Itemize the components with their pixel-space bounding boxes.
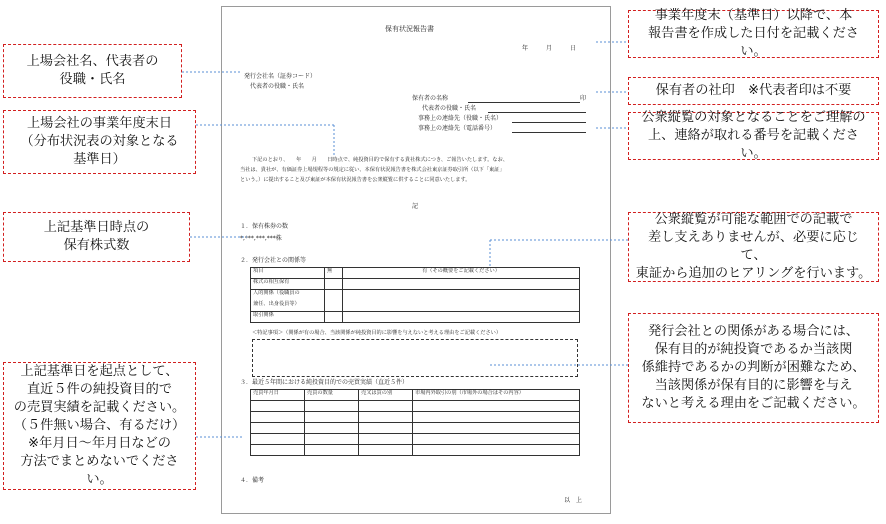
- table-header-cell: 売買の数量: [305, 390, 359, 401]
- relationship-table: [250, 267, 580, 323]
- holder-name-line: [468, 102, 580, 103]
- table-header-cell: 売買年月日: [251, 390, 305, 401]
- section4-title: ４．備考: [240, 477, 265, 484]
- holder-name-label: 保有者の名称: [412, 95, 449, 102]
- section1-value: *,***,***,***株: [240, 235, 282, 242]
- sales-table: [250, 389, 580, 456]
- table-row: [251, 268, 580, 279]
- table-header-cell: 項目: [251, 268, 325, 279]
- section1-title: １．保有株券の数: [240, 223, 289, 230]
- callout-relationship-reason: 発行会社との関係がある場合には、 保有目的が純投資であるか当該関 係維持であるかの判断が困難なため、 当該関係が保有目的に影響を与え ないと考える理由をご記載ください。: [628, 313, 879, 423]
- body-paragraph-2: 当社は、貴社が、有価証券上場規程等の規定に従い、本保有状況報告書を株式会社東京証券取引所（以下「東証」: [240, 167, 505, 173]
- special-note-box: [252, 339, 578, 377]
- callout-shares-held: 上記基準日時点の 保有株式数: [3, 212, 190, 262]
- body-paragraph-1: 下記のとおり、 年 月 日時点で、純投資目的で保有する貴社株式につき、ご報告いたします。なお、: [252, 157, 508, 163]
- contact-line-1: [512, 122, 586, 123]
- table-row: [251, 412, 580, 423]
- section2-title: ２．発行会社との関係等: [240, 257, 307, 264]
- end-mark: 以 上: [564, 497, 583, 504]
- body-paragraph-3: という。）に提出すること及び東証が本保有状況報告書を公衆縦覧に供することに同意いたします。: [240, 177, 471, 183]
- contact-label-1: 事務上の連絡先（役職・氏名）: [418, 115, 503, 122]
- callout-company-seal: 保有者の社印 ※代表者印は不要: [628, 77, 879, 105]
- table-row: [251, 401, 580, 412]
- table-row: [251, 290, 580, 301]
- table-cell: 人的関係（役職員の: [251, 290, 325, 301]
- callout-sales-record: 上記基準日を起点として、 直近５件の純投資目的で の売買実績を記載ください。 （５件無い場合、有るだけ） ※年月日～年月日などの 方法でまとめないでください。: [3, 362, 196, 490]
- issuer-name-label: 発行会社名（証券コード）: [244, 73, 317, 80]
- issuer-rep-label: 代表者の役職・氏名: [250, 83, 305, 90]
- callout-report-date: 事業年度末（基準日）以降で、本 報告書を作成した日付を記載ください。: [628, 10, 879, 58]
- callout-contact-info: 公衆縦覧の対象となることをご理解の 上、連絡が取れる番号を記載ください。: [628, 112, 879, 160]
- table-row: [251, 279, 580, 290]
- special-note-label: ＜特記事項＞（関係が有の場合、当該関係が純投資目的に影響を与えないと考える理由をご記載ください）: [252, 330, 502, 336]
- table-header-cell: 無: [325, 268, 343, 279]
- table-cell: 兼任、出身役員等）: [251, 301, 325, 312]
- table-cell: 取引関係: [251, 312, 325, 323]
- table-header-cell: 有（その概要をご記載ください）: [343, 268, 580, 279]
- table-row: [251, 423, 580, 434]
- contact-label-2: 事務上の連絡先（電話番号）: [418, 125, 497, 132]
- report-form-page: [221, 6, 611, 514]
- callout-public-inspection: 公衆縦覧が可能な範囲での記載で 差し支えありませんが、必要に応じて、 東証から追加のヒアリングを行います。: [628, 212, 879, 282]
- callout-company-rep: 上場会社名、代表者の 役職・氏名: [3, 44, 182, 98]
- table-row: [251, 434, 580, 445]
- holder-rep-line: [488, 112, 586, 113]
- holder-rep-label: 代表者の役職・氏名: [422, 105, 477, 112]
- table-row: [251, 312, 580, 323]
- date-line: 年 月 日: [522, 45, 577, 52]
- seal-mark: 印: [580, 95, 587, 102]
- form-title: 保有状況報告書: [385, 25, 434, 33]
- ki-mark: 記: [412, 203, 419, 210]
- section3-title: ３．最近５年間における純投資目的での売買実績（直近５件）: [240, 379, 409, 386]
- table-header-cell: 市場内外取引の別（市場外の場合はその内容）: [413, 390, 580, 401]
- table-row: [251, 390, 580, 401]
- table-row: [251, 445, 580, 456]
- contact-line-2: [512, 132, 586, 133]
- table-cell: 株式の相互保有: [251, 279, 325, 290]
- table-header-cell: 売又は買の別: [359, 390, 413, 401]
- callout-fiscal-year-end: 上場会社の事業年度末日 （分布状況表の対象となる 基準日）: [3, 110, 196, 174]
